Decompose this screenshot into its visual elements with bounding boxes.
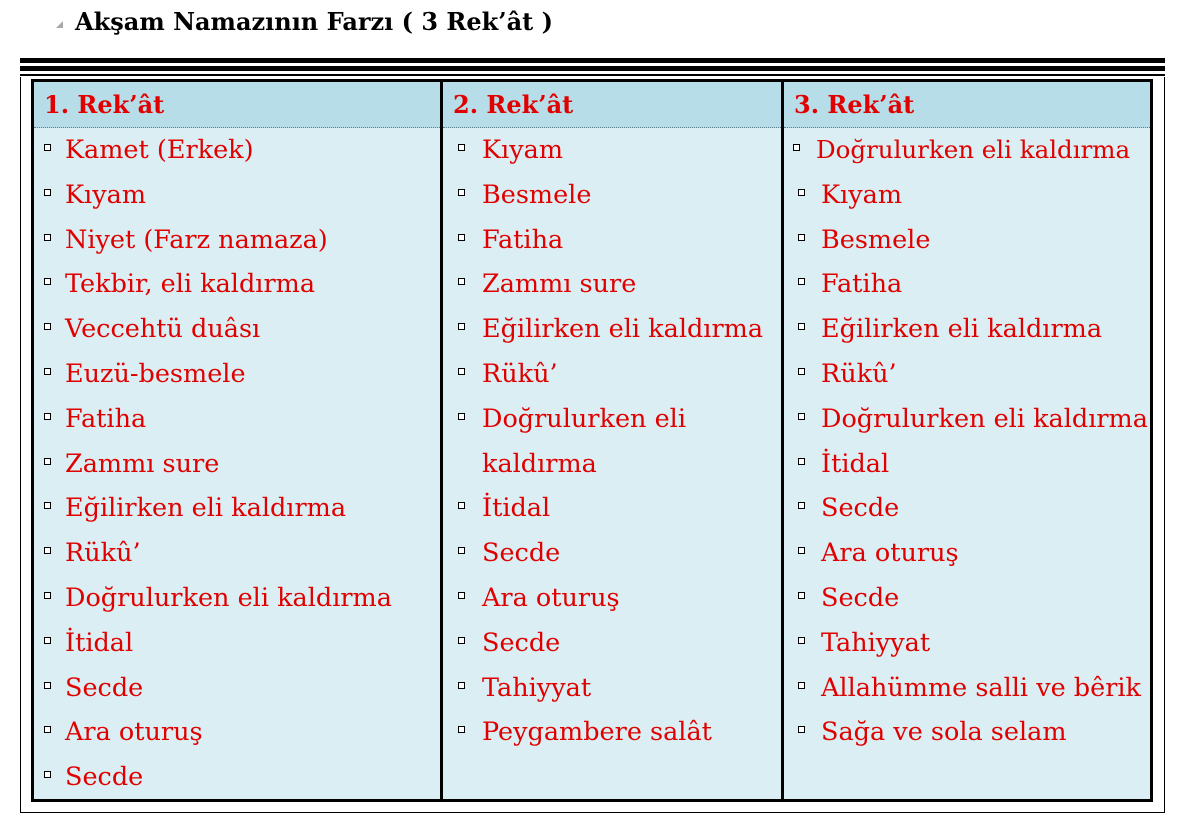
square-bullet-icon: [458, 144, 465, 151]
list-item: Tekbir, eli kaldırma: [34, 262, 440, 307]
list-item: Allahümme salli ve bêrik: [784, 666, 1150, 711]
list-item: Tahiyyat: [443, 666, 781, 711]
square-bullet-icon: [44, 278, 51, 285]
square-bullet-icon: [44, 234, 51, 241]
square-bullet-icon: [44, 637, 51, 644]
square-bullet-icon: [44, 547, 51, 554]
rekat-column-3: [781, 82, 1150, 799]
square-bullet-icon: [44, 413, 51, 420]
square-bullet-icon: [798, 502, 805, 509]
top-rule-thin: [20, 74, 1165, 76]
square-bullet-icon: [798, 637, 805, 644]
square-bullet-icon: [44, 726, 51, 733]
list-item: Doğrulurken eli kaldırma: [34, 576, 440, 621]
list-item: Secde: [34, 666, 440, 711]
list-item: Eğilirken eli kaldırma: [784, 307, 1150, 352]
square-bullet-icon: [798, 368, 805, 375]
list-item: Rükû’: [784, 352, 1150, 397]
square-bullet-icon: [458, 234, 465, 241]
top-rule-thick-2: [20, 66, 1165, 71]
square-bullet-icon: [458, 502, 465, 509]
column-header-2: [443, 82, 781, 128]
list-item: Fatiha: [784, 262, 1150, 307]
list-item: Niyet (Farz namaza): [34, 218, 440, 263]
list-item: Secde: [784, 486, 1150, 531]
document-title: Akşam Namazının Farzı ( 3 Rek’ât ): [75, 6, 553, 36]
list-item: Secde: [34, 755, 440, 800]
square-bullet-icon: [458, 682, 465, 689]
rekat-column-2: [440, 82, 781, 799]
square-bullet-icon: [44, 189, 51, 196]
list-item: Fatiha: [34, 397, 440, 442]
list-item: Euzü-besmele: [34, 352, 440, 397]
square-bullet-icon: [458, 547, 465, 554]
square-bullet-icon: [458, 726, 465, 733]
square-bullet-icon: [44, 771, 51, 778]
list-item: İtidal: [443, 486, 781, 531]
collapse-triangle-icon[interactable]: [56, 21, 63, 28]
list-item: Eğilirken eli kaldırma: [443, 307, 781, 352]
square-bullet-icon: [798, 726, 805, 733]
list-item: Veccehtü duâsı: [34, 307, 440, 352]
column-header-label: 3. Rek’ât: [794, 90, 915, 119]
square-bullet-icon: [44, 592, 51, 599]
square-bullet-icon: [798, 189, 805, 196]
list-item: Besmele: [784, 218, 1150, 263]
step-list-3: [784, 128, 1150, 755]
square-bullet-icon: [798, 234, 805, 241]
step-list-1: [34, 128, 440, 800]
square-bullet-icon: [458, 637, 465, 644]
square-bullet-icon: [44, 458, 51, 465]
square-bullet-icon: [44, 368, 51, 375]
list-item: Kıyam: [34, 173, 440, 218]
square-bullet-icon: [798, 547, 805, 554]
square-bullet-icon: [458, 189, 465, 196]
square-bullet-icon: [793, 144, 800, 151]
list-item: Kıyam: [443, 128, 781, 173]
square-bullet-icon: [458, 413, 465, 420]
list-item: Fatiha: [443, 218, 781, 263]
list-item: Ara oturuş: [34, 710, 440, 755]
list-item: Tahiyyat: [784, 621, 1150, 666]
step-list-2: [443, 128, 781, 755]
list-item: Secde: [784, 576, 1150, 621]
square-bullet-icon: [458, 278, 465, 285]
list-item: Zammı sure: [443, 262, 781, 307]
list-item: Ara oturuş: [443, 576, 781, 621]
square-bullet-icon: [798, 413, 805, 420]
square-bullet-icon: [44, 144, 51, 151]
list-item: Doğrulurken eli kaldırma: [784, 397, 1150, 442]
list-item: Kıyam: [784, 173, 1150, 218]
column-header-label: 1. Rek’ât: [44, 90, 165, 119]
list-item: Secde: [443, 621, 781, 666]
rekat-column-1: [34, 82, 440, 799]
list-item: Doğrulurken eli kaldırma: [784, 128, 1150, 173]
list-item: Doğrulurken eli kaldırma: [443, 397, 752, 487]
list-item: Peygambere salât: [443, 710, 781, 755]
column-header-3: [784, 82, 1150, 128]
list-item: Kamet (Erkek): [34, 128, 440, 173]
column-header-1: [34, 82, 440, 128]
square-bullet-icon: [458, 323, 465, 330]
list-item: Rükû’: [34, 531, 440, 576]
section-heading: [56, 4, 553, 38]
list-item: Secde: [443, 531, 781, 576]
list-item: İtidal: [34, 621, 440, 666]
list-item: Ara oturuş: [784, 531, 1150, 576]
list-item: İtidal: [784, 442, 1150, 487]
square-bullet-icon: [458, 592, 465, 599]
list-item: Rükû’: [443, 352, 781, 397]
square-bullet-icon: [458, 368, 465, 375]
square-bullet-icon: [44, 682, 51, 689]
square-bullet-icon: [798, 323, 805, 330]
square-bullet-icon: [798, 278, 805, 285]
square-bullet-icon: [798, 592, 805, 599]
square-bullet-icon: [44, 323, 51, 330]
square-bullet-icon: [798, 682, 805, 689]
list-item: Sağa ve sola selam: [784, 710, 1150, 755]
list-item: Eğilirken eli kaldırma: [34, 486, 440, 531]
square-bullet-icon: [798, 458, 805, 465]
list-item: Zammı sure: [34, 442, 440, 487]
rekat-table: [31, 79, 1153, 802]
top-rule-thick: [20, 58, 1165, 63]
square-bullet-icon: [44, 502, 51, 509]
list-item: Besmele: [443, 173, 781, 218]
column-header-label: 2. Rek’ât: [453, 90, 574, 119]
